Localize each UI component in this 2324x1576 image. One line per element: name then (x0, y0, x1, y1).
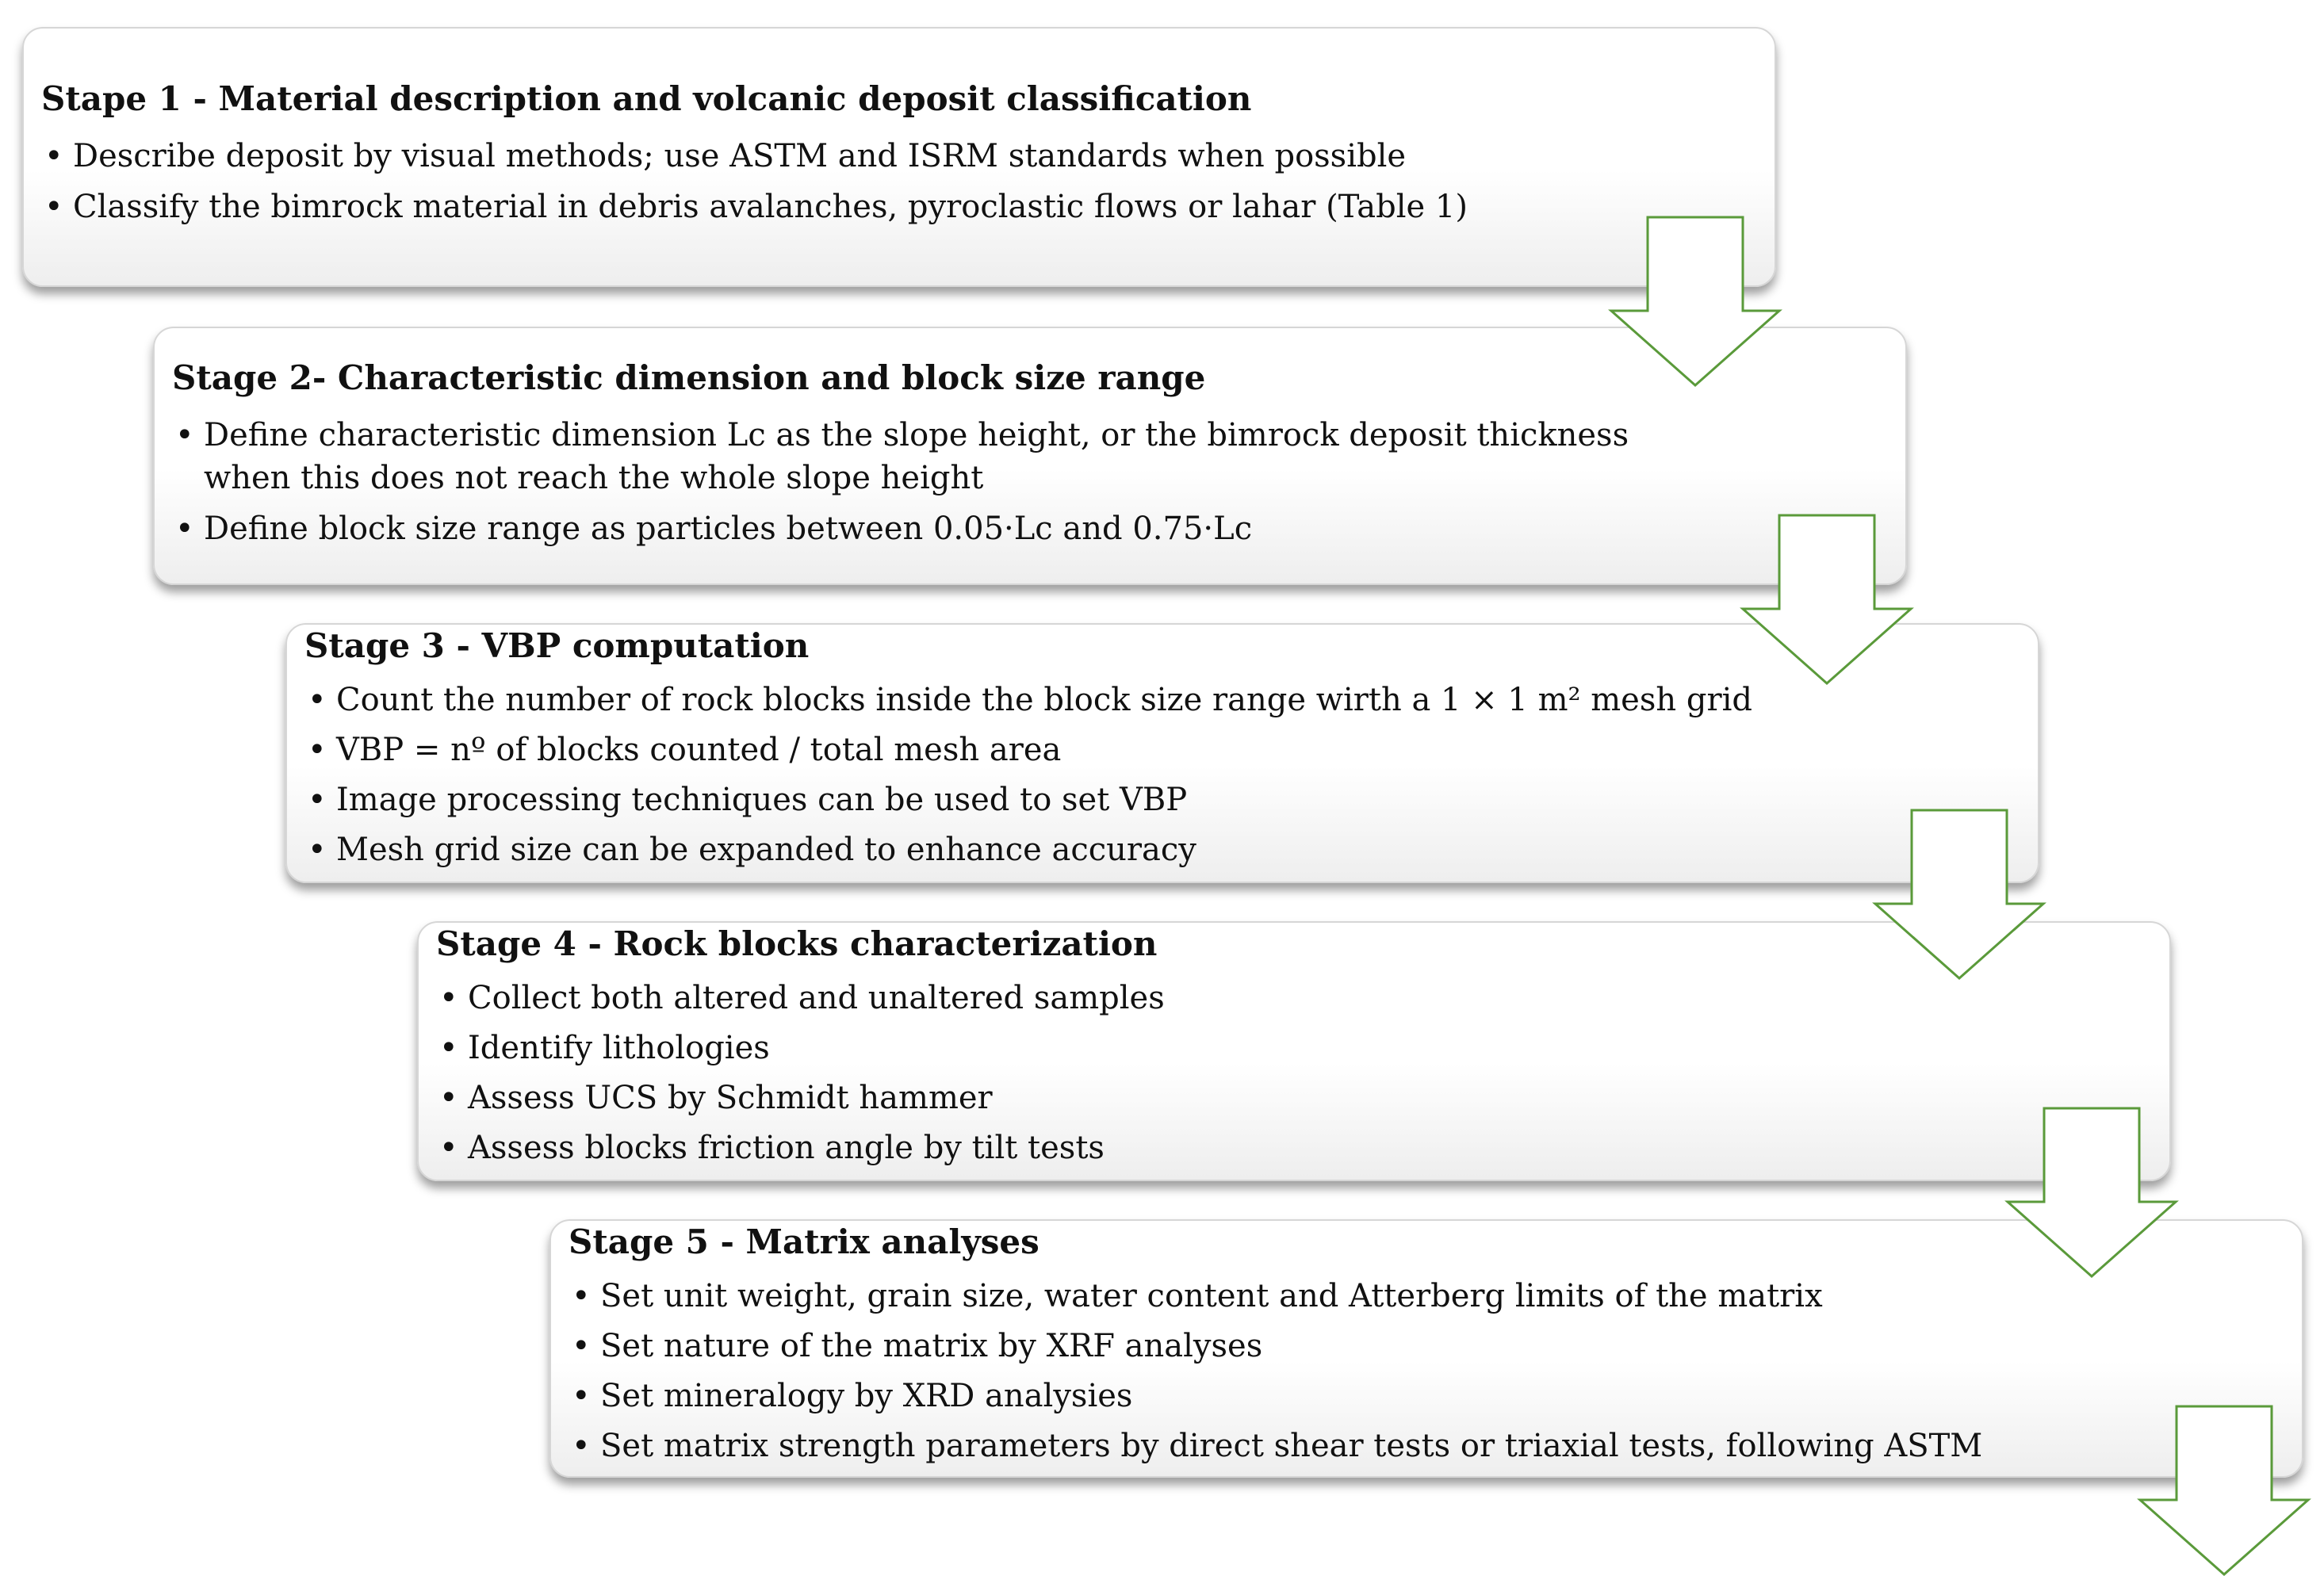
stage-1-bullets (41, 135, 1775, 228)
down-arrow-icon (2138, 1405, 2310, 1576)
stage-1-bullet-2: • Classify the bimrock material in debris avalanches, pyroclastic flows or lahar (Table 1) (41, 186, 1775, 228)
stage-1-bullet-1: • Describe deposit by visual methods; use ASTM and ISRM standards when possible (41, 135, 1775, 178)
stage-4-bullet-2: • Identify lithologies (436, 1027, 2169, 1069)
stage-1-box (22, 27, 1776, 287)
stage-4-bullets (436, 977, 2169, 1169)
stage-2-bullet-1: • Define characteristic dimension Lc as the slope height, or the bimrock deposit thickness when this does not reach the whole slope height (172, 414, 1905, 499)
stage-5-bullet-2: • Set nature of the matrix by XRF analyses (569, 1325, 2302, 1368)
stage-2-title: Stage 2- Characteristic dimension and block size range (172, 358, 1206, 397)
down-arrow-icon (1610, 216, 1781, 387)
stage-4-title: Stage 4 - Rock blocks characterization (436, 924, 1158, 963)
stage-3-bullet-3: • Image processing techniques can be used to set VBP (304, 778, 2038, 821)
stage-3-bullets (304, 679, 2038, 871)
stage-4-bullet-1: • Collect both altered and unaltered samples (436, 977, 2169, 1019)
stage-2-bullets (172, 414, 1905, 550)
stage-5-bullet-1: • Set unit weight, grain size, water content and Atterberg limits of the matrix (569, 1275, 2302, 1318)
down-arrow-icon (1741, 514, 1912, 685)
down-arrow-icon (1874, 809, 2045, 980)
stage-3-bullet-4: • Mesh grid size can be expanded to enhance accuracy (304, 828, 2038, 871)
down-arrow-icon (2006, 1107, 2177, 1278)
stage-1-title: Stape 1 - Material description and volcanic deposit classification (41, 79, 1252, 118)
stage-3-title: Stage 3 - VBP computation (304, 626, 810, 665)
stage-5-bullet-3: • Set mineralogy by XRD analysies (569, 1375, 2302, 1417)
stage-5-title: Stage 5 - Matrix analyses (569, 1222, 1039, 1261)
stage-4-bullet-4: • Assess blocks friction angle by tilt tests (436, 1127, 2169, 1169)
stage-3-bullet-1: • Count the number of rock blocks inside the block size range wirth a 1 × 1 m² mesh grid (304, 679, 2038, 721)
stage-3-bullet-2: • VBP = nº of blocks counted / total mesh area (304, 729, 2038, 771)
stage-2-bullet-2: • Define block size range as particles between 0.05·Lc and 0.75·Lc (172, 507, 1905, 550)
stage-5-bullets (569, 1275, 2302, 1467)
stage-5-bullet-4: • Set matrix strength parameters by direct shear tests or triaxial tests, following ASTM (569, 1425, 2302, 1467)
stage-4-bullet-3: • Assess UCS by Schmidt hammer (436, 1077, 2169, 1119)
